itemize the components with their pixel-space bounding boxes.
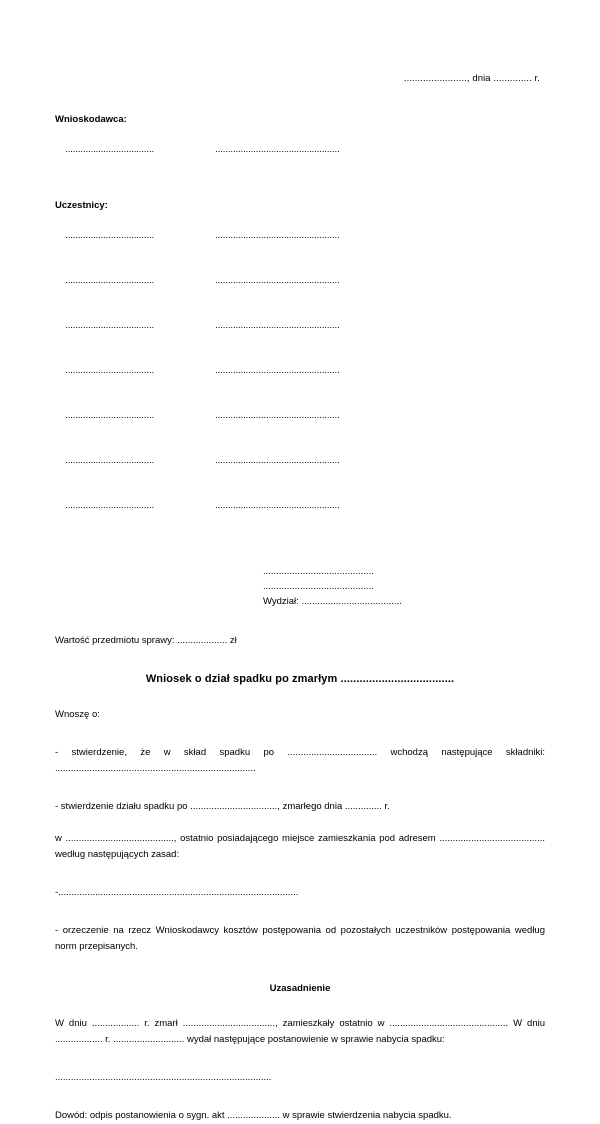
participant-row (55, 440, 545, 485)
participant-row (55, 395, 545, 440)
participant-dots-left: ................................... (65, 229, 155, 241)
request-intro: Wnoszę o: (55, 709, 100, 720)
participant-dots-left: ................................... (65, 499, 155, 511)
evidence-line: Dowód: odpis postanowienia o sygn. akt .................... w sprawie stwierdzenia nabycia spadku. (55, 1110, 452, 1121)
request-point-1: - stwierdzenie, że w skład spadku po .................................. wchodzą następujące składniki: ............................................................................ (55, 747, 545, 774)
participant-dots-right: ................................................. (215, 319, 340, 331)
participant-dots-left: ................................... (65, 319, 155, 331)
court-line-1: .......................................... (263, 566, 374, 577)
participant-row (55, 260, 545, 305)
court-line-2: .......................................... (263, 581, 374, 592)
date-place-line: ......................., dnia .............. r. (403, 73, 540, 84)
request-point-2-dots: -........................................................................................... (55, 887, 299, 898)
applicant-dots-right: ................................................. (215, 143, 340, 155)
participant-row (55, 305, 545, 350)
request-point-3: - orzeczenie na rzecz Wnioskodawcy kosztów postępowania od pozostałych uczestników postępowania według norm przepisanych. (55, 925, 545, 952)
participant-dots-right: ................................................. (215, 499, 340, 511)
case-value-line: Wartość przedmiotu sprawy: ................... zł (55, 635, 237, 646)
justification-heading: Uzasadnienie (269, 983, 331, 994)
participant-dots-left: ................................... (65, 454, 155, 466)
justification-dots: .................................................................................. (55, 1072, 272, 1083)
participant-dots-right: ................................................. (215, 364, 340, 376)
participant-dots-right: ................................................. (215, 274, 340, 286)
participant-dots-right: ................................................. (215, 454, 340, 466)
participant-row (55, 215, 545, 260)
participant-row (55, 485, 545, 530)
participant-row (55, 350, 545, 395)
justification-paragraph: W dniu .................. r. zmarł ..................................., zamieszkały ostatnio w ............................................. W dniu .................. r. ........................... wydał następujące postanowienie w sprawie nabycia spadku: (55, 1018, 545, 1045)
applicant-dots-left: ................................... (65, 143, 155, 155)
request-point-2-line-1: - stwierdzenie działu spadku po ................................., zmarłego dnia .............. r. (55, 801, 390, 812)
participant-dots-left: ................................... (65, 274, 155, 286)
applicant-heading: Wnioskodawca: (55, 114, 127, 125)
court-department-line: Wydział: ...................................... (263, 596, 402, 607)
participants-heading: Uczestnicy: (55, 200, 108, 211)
request-point-2-line-2: w ........................................., ostatnio posiadającego miejsce zamieszkania pod adresem ........................................ według następujących zasad: (55, 833, 545, 860)
participant-dots-right: ................................................. (215, 229, 340, 241)
participant-dots-left: ................................... (65, 409, 155, 421)
page-title: Wniosek o dział spadku po zmarłym .................................... (145, 673, 455, 685)
participant-dots-right: ................................................. (215, 409, 340, 421)
court-address-block (263, 564, 545, 609)
applicant-row (55, 129, 545, 174)
participant-dots-left: ................................... (65, 364, 155, 376)
